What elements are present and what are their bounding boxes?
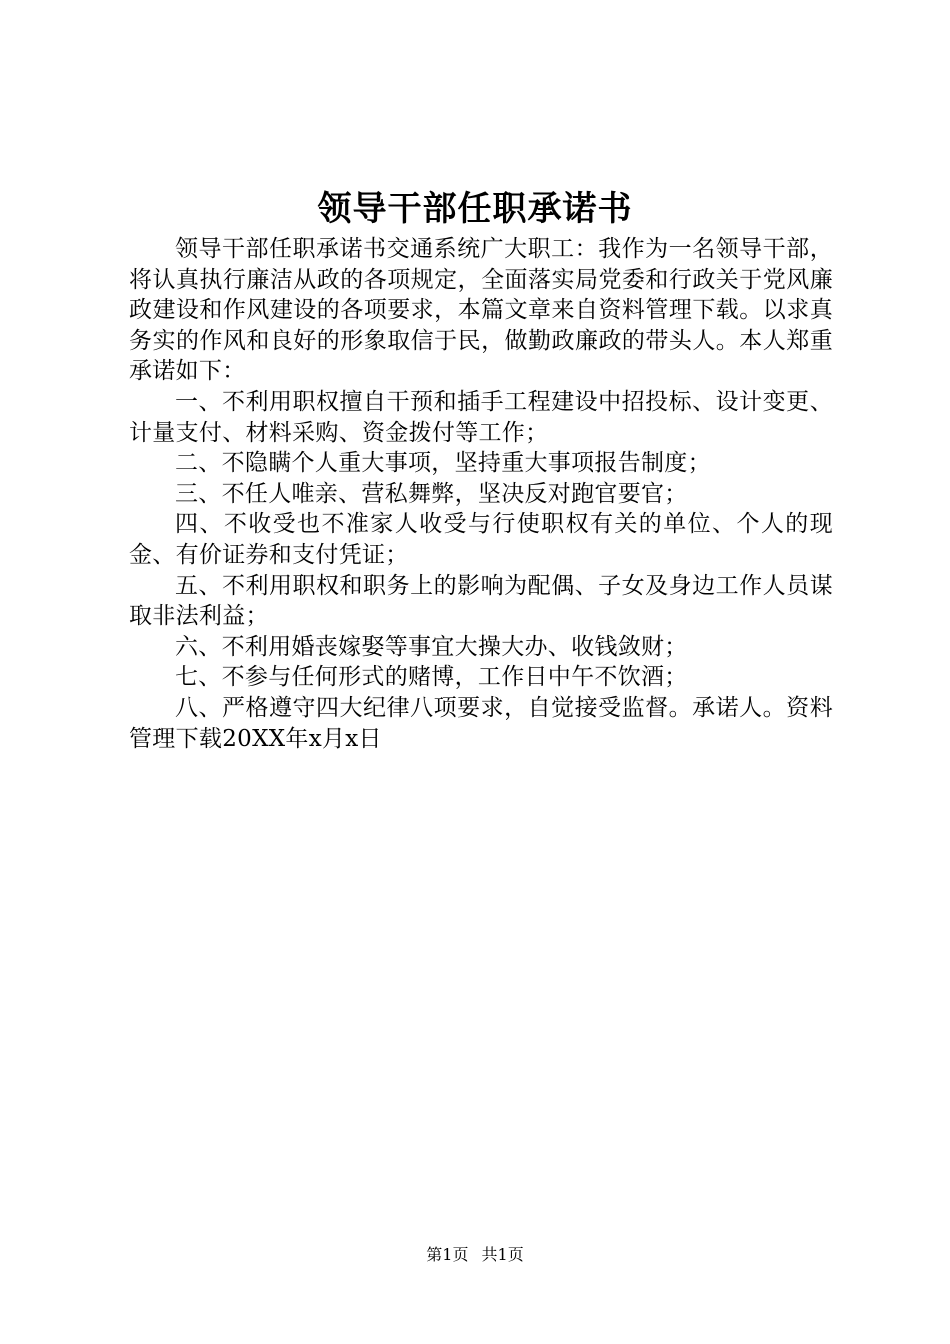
paragraph-item-5: 五、不利用职权和职务上的影响为配偶、子女及身边工作人员谋取非法利益；: [129, 572, 833, 630]
document-body: [129, 234, 833, 754]
paragraph-item-7: 七、不参与任何形式的赌博，工作日中午不饮酒；: [175, 664, 688, 691]
paragraph-item-4: 四、不收受也不准家人收受与行使职权有关的单位、个人的现金、有价证券和支付凭证；: [129, 511, 833, 568]
paragraph-intro: 领导干部任职承诺书交通系统广大职工：我作为一名领导干部，将认真执行廉洁从政的各项规定，全面落实局党委和行政关于党风廉政建设和作风建设的各项要求，本篇文章来自资料管理下载。以求真务实的作风和良好的形象取信于民，做勤政廉政的带头人。本人郑重承诺如下：: [129, 236, 833, 385]
paragraph-item-2: 二、不隐瞒个人重大事项，坚持重大事项报告制度；: [175, 450, 711, 477]
page-total: 共1页: [481, 1245, 524, 1264]
paragraph-item-1: 一、不利用职权擅自干预和插手工程建设中招投标、设计变更、计量支付、材料采购、资金拨付等工作；: [129, 388, 833, 446]
page-number: 第1页: [426, 1245, 469, 1264]
paragraph-item-6: 六、不利用婚丧嫁娶等事宜大操大办、收钱敛财；: [175, 633, 688, 660]
document-title: 领导干部任职承诺书: [317, 189, 633, 229]
page-footer: [0, 1244, 950, 1266]
paragraph-item-3: 三、不任人唯亲、营私舞弊，坚决反对跑官要官；: [175, 480, 688, 507]
paragraph-item-8: 八、严格遵守四大纪律八项要求，自觉接受监督。承诺人。资料管理下载20XX年x月x日: [129, 694, 833, 752]
